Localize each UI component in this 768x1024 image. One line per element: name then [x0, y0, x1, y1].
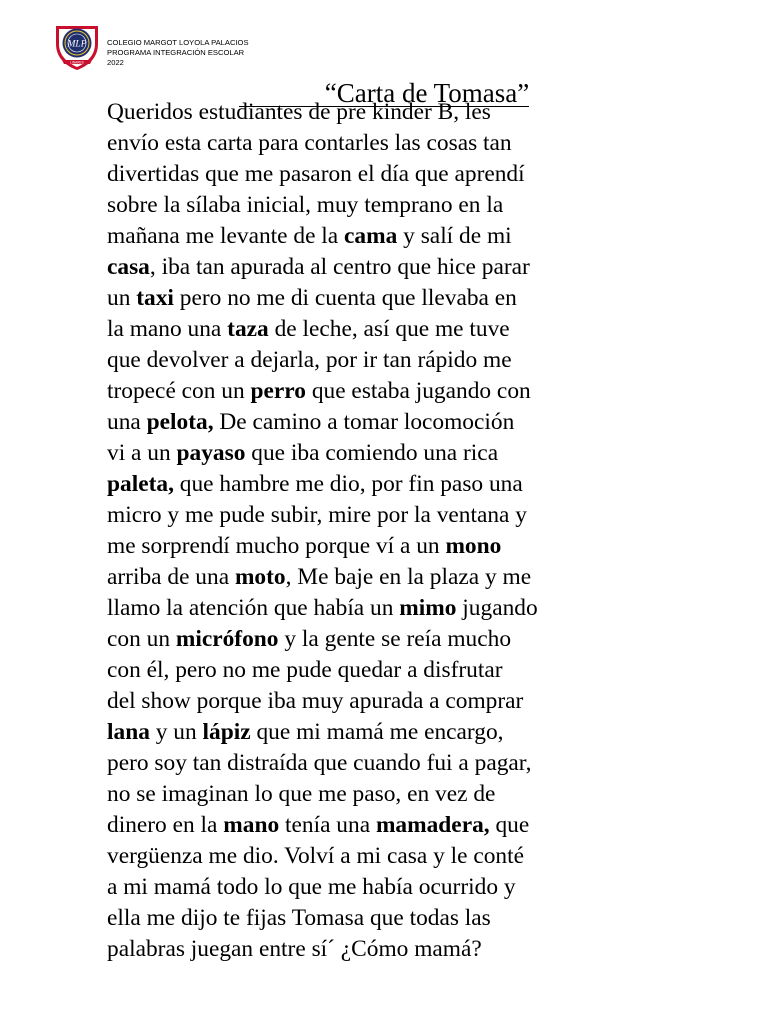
letter-line — [107, 190, 747, 221]
highlighted-word: mimo — [399, 595, 457, 621]
letter-text: mañana me levante de la — [107, 223, 345, 249]
letter-text: , Me baje en la plaza y me — [285, 564, 532, 590]
highlighted-word: mono — [445, 533, 502, 559]
letter-text: que — [489, 812, 530, 838]
letter-line — [107, 283, 747, 314]
letter-text: un — [107, 285, 137, 311]
letter-text: del show porque iba muy apurada a comprar — [107, 688, 524, 714]
highlighted-word: perro — [250, 378, 306, 404]
school-year: 2022 — [107, 58, 124, 67]
letter-line — [107, 438, 747, 469]
letter-text: pero soy tan distraída que cuando fui a pagar, — [107, 750, 532, 776]
school-crest-icon — [52, 20, 102, 72]
letter-line — [107, 779, 747, 810]
letter-line — [107, 314, 747, 345]
letter-text: tropecé con un — [107, 378, 251, 404]
letter-text: dinero en la — [107, 812, 224, 838]
letter-body — [107, 97, 747, 965]
highlighted-word: payaso — [176, 440, 246, 466]
letter-text: que iba comiendo una rica — [245, 440, 499, 466]
letter-text: envío esta carta para contarles las cosas tan — [107, 130, 512, 156]
logo-ribbon-text: LINARES — [70, 60, 84, 65]
letter-text: , iba tan apurada al centro que hice parar — [149, 254, 530, 280]
letter-line — [107, 500, 747, 531]
letter-text: con él, pero no me pude quedar a disfrutar — [107, 657, 503, 683]
letter-text: que mi mamá me encargo, — [250, 719, 504, 745]
letter-line — [107, 593, 747, 624]
letter-text: que estaba jugando con — [305, 378, 531, 404]
letter-line — [107, 562, 747, 593]
letter-line — [107, 810, 747, 841]
letter-text: vergüenza me dio. Volví a mi casa y le conté — [107, 843, 525, 869]
highlighted-word: casa — [107, 254, 150, 280]
school-header — [107, 38, 249, 68]
school-name: COLEGIO MARGOT LOYOLA PALACIOS — [107, 38, 249, 47]
letter-text: Queridos estudiantes de pre kinder B, les — [107, 99, 491, 125]
letter-line — [107, 469, 747, 500]
letter-text: jugando — [456, 595, 538, 621]
letter-text: que devolver a dejarla, por ir tan rápido me — [107, 347, 512, 373]
letter-text: palabras juegan entre sí´ ¿Cómo mamá? — [107, 936, 482, 962]
letter-line — [107, 686, 747, 717]
letter-text: arriba de una — [107, 564, 235, 590]
highlighted-word: cama — [344, 223, 398, 249]
letter-line — [107, 407, 747, 438]
highlighted-word: mano — [223, 812, 280, 838]
letter-title-row — [0, 76, 768, 110]
highlighted-word: paleta, — [107, 471, 174, 497]
program-name: PROGRAMA INTEGRACIÓN ESCOLAR — [107, 48, 245, 57]
letter-line — [107, 221, 747, 252]
letter-line — [107, 717, 747, 748]
letter-line — [107, 748, 747, 779]
highlighted-word: pelota, — [146, 409, 214, 435]
highlighted-word: lana — [107, 719, 150, 745]
letter-text: ella me dijo te fijas Tomasa que todas las — [107, 905, 491, 931]
highlighted-word: taxi — [136, 285, 174, 311]
letter-line — [107, 872, 747, 903]
letter-text: tenía una — [279, 812, 376, 838]
letter-line — [107, 841, 747, 872]
letter-text: y un — [149, 719, 203, 745]
letter-line — [107, 655, 747, 686]
letter-text: y salí de mi — [397, 223, 512, 249]
letter-text: sobre la sílaba inicial, muy temprano en la — [107, 192, 504, 218]
highlighted-word: mamadera, — [375, 812, 490, 838]
letter-line — [107, 128, 747, 159]
letter-text: una — [107, 409, 147, 435]
school-logo — [52, 20, 102, 72]
highlighted-word: lápiz — [202, 719, 251, 745]
letter-line — [107, 531, 747, 562]
letter-text: la mano una — [107, 316, 228, 342]
letter-line — [107, 624, 747, 655]
letter-title: “Carta de Tomasa” — [239, 80, 530, 107]
logo-monogram: MLP — [67, 39, 87, 50]
letter-text: divertidas que me pasaron el día que aprendí — [107, 161, 525, 187]
letter-text: a mi mamá todo lo que me había ocurrido y — [107, 874, 516, 900]
letter-text: no se imaginan lo que me paso, en vez de — [107, 781, 496, 807]
letter-text: pero no me di cuenta que llevaba en — [173, 285, 517, 311]
letter-line — [107, 903, 747, 934]
letter-line — [107, 345, 747, 376]
letter-line — [107, 159, 747, 190]
letter-text: que hambre me dio, por fin paso una — [173, 471, 523, 497]
highlighted-word: moto — [234, 564, 286, 590]
letter-line — [107, 376, 747, 407]
letter-text: vi a un — [107, 440, 177, 466]
letter-text: De camino a tomar locomoción — [213, 409, 515, 435]
letter-text: llamo la atención que había un — [107, 595, 400, 621]
letter-text: y la gente se reía mucho — [278, 626, 512, 652]
letter-text: me sorprendí mucho porque ví a un — [107, 533, 446, 559]
letter-line — [107, 934, 747, 965]
letter-text: con un — [107, 626, 176, 652]
letter-line — [107, 252, 747, 283]
highlighted-word: micrófono — [175, 626, 279, 652]
letter-text: de leche, así que me tuve — [268, 316, 510, 342]
highlighted-word: taza — [227, 316, 269, 342]
letter-text: micro y me pude subir, mire por la ventana y — [107, 502, 527, 528]
